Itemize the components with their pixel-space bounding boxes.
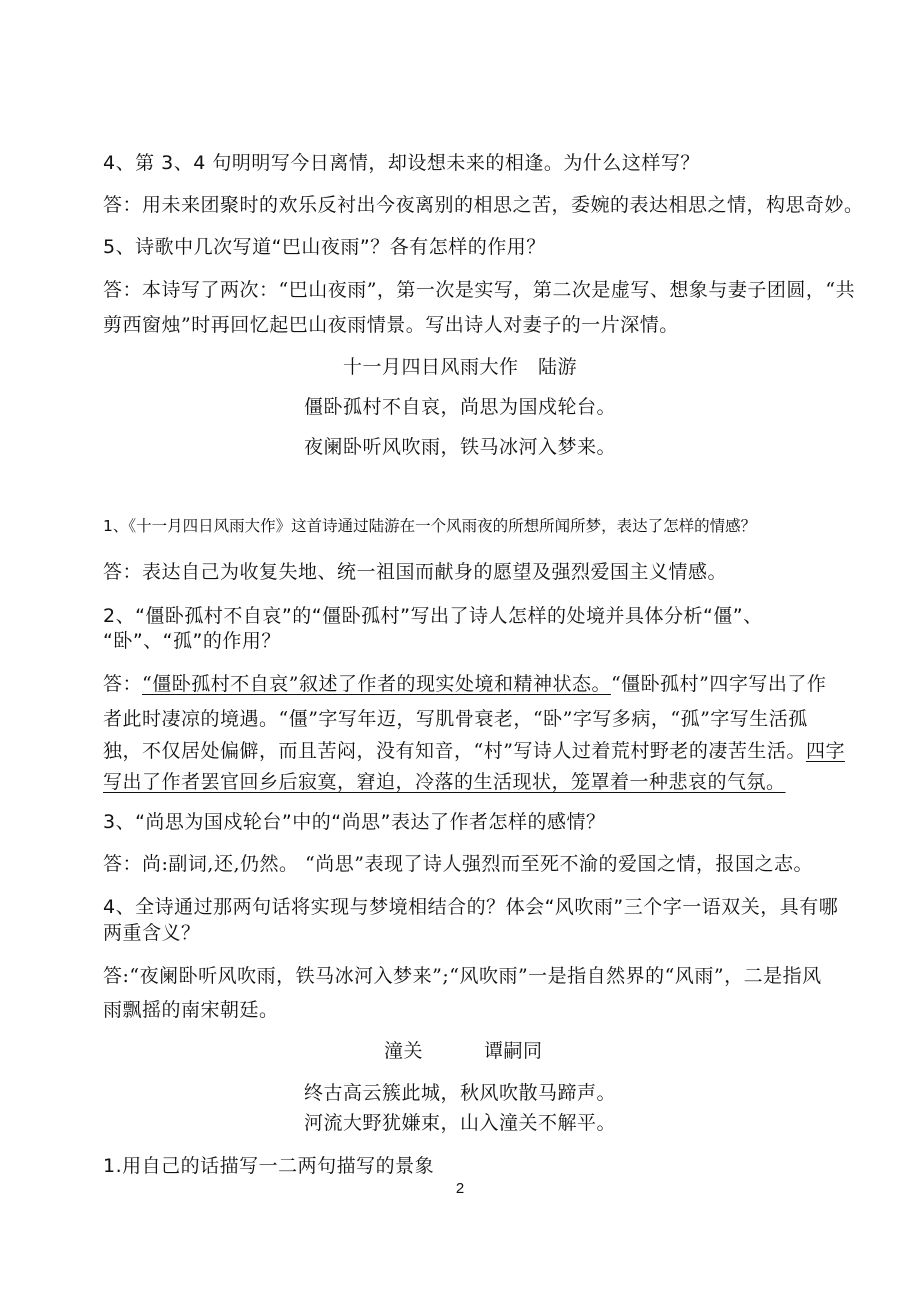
question-1: 1.用自己的话描写一二两句描写的景象 bbox=[103, 1155, 435, 1177]
question-4-line-1: 4、全诗通过那两句话将实现与梦境相结合的？体会“风吹雨”三个字一语双关，具有哪 bbox=[103, 896, 839, 918]
question-2-line-2: “卧”、“孤”的作用？ bbox=[103, 630, 281, 652]
answer-2-line-3 bbox=[103, 736, 845, 763]
question-2-line-1: 2、“僵卧孤村不自哀”的“僵卧孤村”写出了诗人怎样的处境并具体分析“僵”、 bbox=[103, 605, 763, 627]
poem-title: 潼关 bbox=[384, 1040, 424, 1062]
poem-title: 十一月四日风雨大作 陆游 bbox=[342, 356, 577, 378]
answer-prefix: 答： bbox=[103, 673, 143, 695]
answer-2-line-4 bbox=[103, 767, 786, 794]
answer-text: “僵卧孤村”四字写出了作 bbox=[610, 673, 827, 695]
question-4: 4、第 3、4 句明明写今日离情，却设想未来的相逢。为什么这样写？ bbox=[103, 152, 700, 174]
poem-line: 夜阑卧听风吹雨，铁马冰河入梦来。 bbox=[303, 436, 616, 458]
poem-author: 谭嗣同 bbox=[484, 1040, 543, 1062]
underlined-text: “僵卧孤村不自哀”叙述了作者的现实处境和精神状态。 bbox=[142, 673, 611, 695]
answer-2-line-2: 者此时凄凉的境遇。“僵”字写年迈，写肌骨衰老，“卧”字写多病，“孤”字写生活孤 bbox=[103, 708, 808, 730]
poem-line: 终古高云簇此城，秋风吹散马蹄声。 bbox=[303, 1082, 616, 1104]
answer-4-line-2: 雨飘摇的南宋朝廷。 bbox=[103, 999, 279, 1021]
answer-4-line-1: 答:“夜阑卧听风吹雨，铁马冰河入梦来”;“风吹雨”一是指自然界的“风雨”，二是指风 bbox=[103, 965, 822, 987]
question-4-line-2: 两重含义？ bbox=[103, 922, 201, 944]
answer-5-line-1: 答：本诗写了两次：“巴山夜雨”，第一次是实写，第二次是虚写、想象与妻子团圆，“共 bbox=[103, 279, 856, 301]
underlined-text: 写出了作者罢官回乡后寂寞，窘迫，冷落的生活现状，笼罩着一种悲哀的气氛。 bbox=[103, 771, 786, 793]
answer-text: 独，不仅居处偏僻，而且苦闷，没有知音，“村”写诗人过着荒村野老的凄苦生活。 bbox=[103, 740, 806, 762]
poem-line: 僵卧孤村不自哀，尚思为国戍轮台。 bbox=[303, 396, 616, 418]
question-3: 3、“尚思为国戍轮台”中的“尚思”表达了作者怎样的感情？ bbox=[103, 811, 606, 833]
question-5: 5、诗歌中几次写道“巴山夜雨”？各有怎样的作用？ bbox=[103, 236, 546, 258]
page-number: 2 bbox=[455, 1180, 465, 1197]
answer-3: 答：尚:副词,还,仍然。 “尚思”表现了诗人强烈而至死不渝的爱国之情，报国之志。 bbox=[103, 853, 813, 875]
poem-line: 河流大野犹嫌束，山入潼关不解平。 bbox=[303, 1112, 616, 1134]
answer-1: 答：表达自己为收复失地、统一祖国而献身的愿望及强烈爱国主义情感。 bbox=[103, 561, 728, 583]
underlined-text: 四字 bbox=[805, 740, 845, 762]
answer-5-line-2: 剪西窗烛”时再回忆起巴山夜雨情景。写出诗人对妻子的一片深情。 bbox=[103, 314, 679, 336]
question-1: 1、《十一月四日风雨大作》这首诗通过陆游在一个风雨夜的所想所闻所梦，表达了怎样的情感？ bbox=[103, 517, 757, 535]
answer-2-line-1 bbox=[103, 669, 826, 696]
answer-4: 答：用未来团聚时的欢乐反衬出今夜离别的相思之苦，委婉的表达相思之情，构思奇妙。 bbox=[103, 194, 864, 216]
